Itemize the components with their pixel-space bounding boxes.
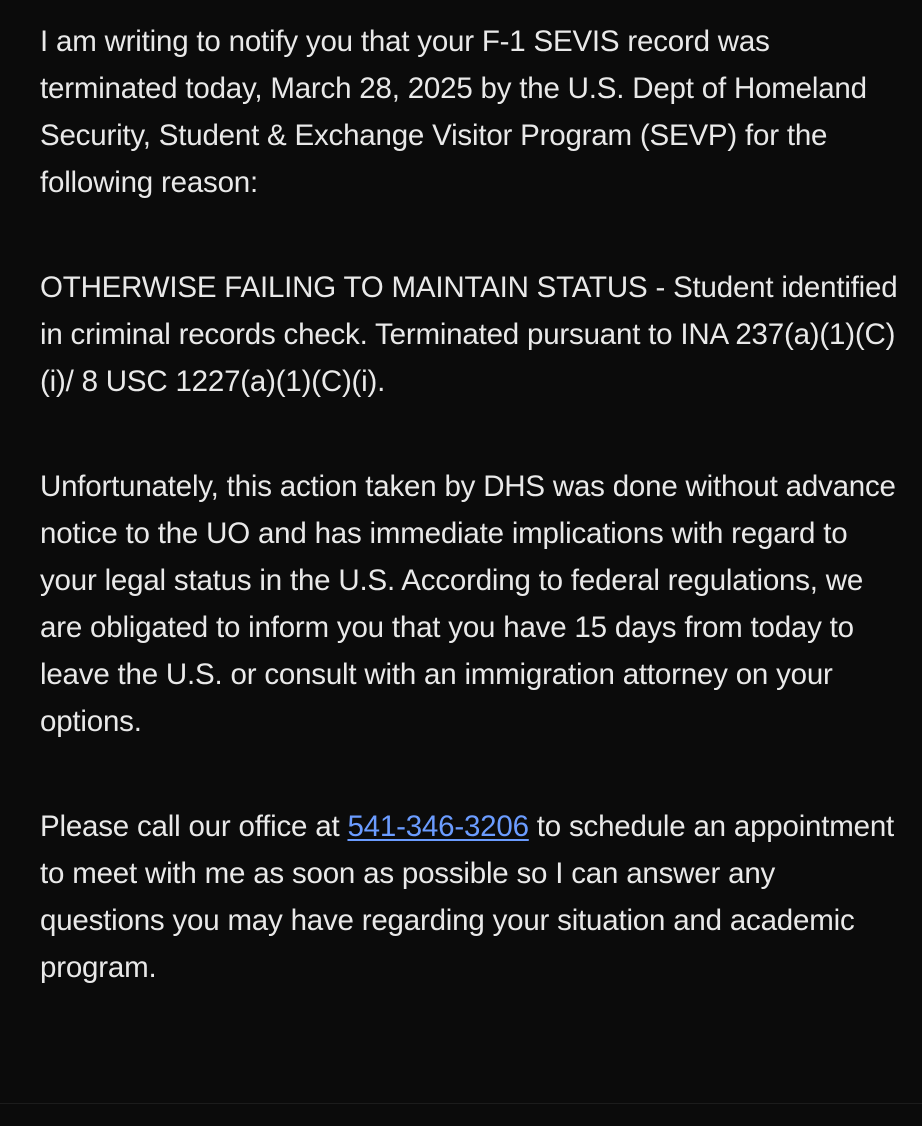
phone-number-link[interactable]: 541-346-3206 xyxy=(347,810,529,843)
email-paragraph-implications: Unfortunately, this action taken by DHS was done without advance notice to the UO and has immediate implications with regard to your legal status in the U.S. According to federal regulations, we are obligated to inform you that you have 15 days from today to leave the U.S. or consult with an immigration attorney on your options. xyxy=(40,470,896,738)
contact-text-before: Please call our office at xyxy=(40,810,348,843)
email-paragraph-termination-reason: OTHERWISE FAILING TO MAINTAIN STATUS - Student identified in criminal records check. Terminated pursuant to INA 237(a)(1)(C)(i)/ 8 USC 1227(a)(1)(C)(i). xyxy=(40,271,898,398)
email-paragraph-contact xyxy=(40,803,900,991)
bottom-divider xyxy=(0,1103,922,1104)
contact-text-after: to schedule an appointment to meet with me as soon as possible so I can answer any questions you may have regarding your situation and academic program. xyxy=(40,810,895,984)
email-body xyxy=(40,18,900,1049)
email-paragraph-termination-notice: I am writing to notify you that your F-1 SEVIS record was terminated today, March 28, 2025 by the U.S. Dept of Homeland Security, Student & Exchange Visitor Program (SEVP) for the following reason: xyxy=(40,25,867,199)
